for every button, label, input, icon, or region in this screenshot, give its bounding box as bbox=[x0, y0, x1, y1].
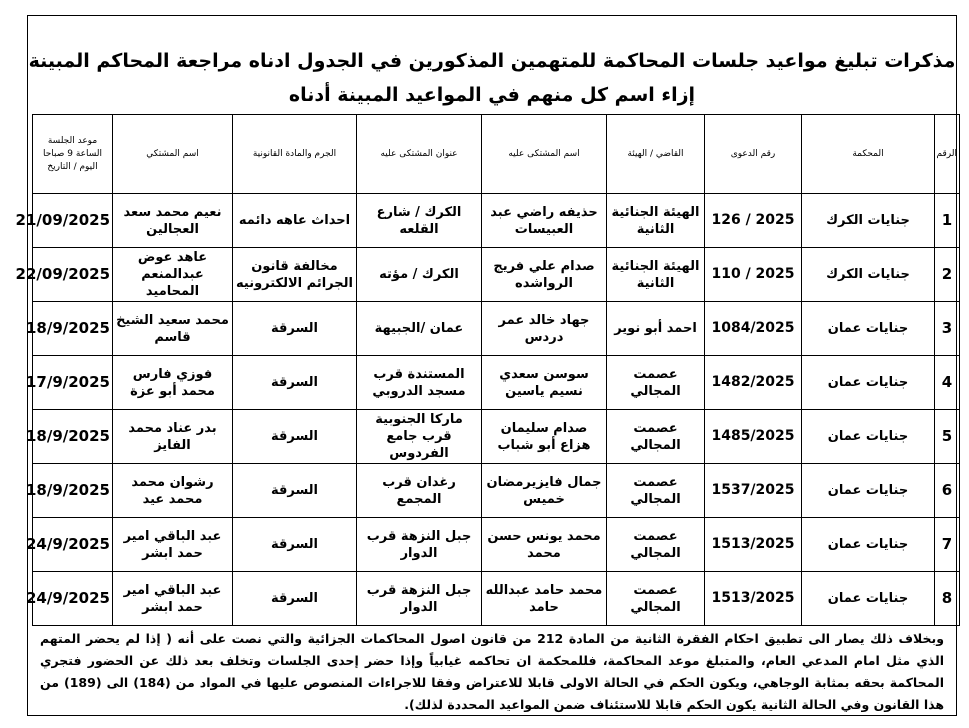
cell-charge: السرقة bbox=[233, 356, 357, 410]
cell-court: جنايات عمان bbox=[802, 518, 935, 572]
cell-court: جنايات الكرك bbox=[802, 248, 935, 302]
cell-complainant: عبد الباقي امير حمد ابشر bbox=[113, 572, 233, 626]
cell-case-no: 1482/2025 bbox=[705, 356, 802, 410]
cell-case-no: 110 / 2025 bbox=[705, 248, 802, 302]
document-frame bbox=[15, 15, 957, 716]
cell-charge: السرقة bbox=[233, 464, 357, 518]
table-row bbox=[33, 464, 960, 518]
cell-case-no: 126 / 2025 bbox=[705, 194, 802, 248]
cell-complainant: فوزي فارس محمد أبو عزة bbox=[113, 356, 233, 410]
cell-charge: احداث عاهه دائمه bbox=[233, 194, 357, 248]
cell-complainant: بدر عناد محمد الفايز bbox=[113, 410, 233, 464]
cell-date: 22/09/2025 bbox=[33, 248, 113, 302]
header-index: الرقم bbox=[935, 115, 960, 194]
legal-note: وبخلاف ذلك يصار الى تطبيق احكام الفقرة الثانية من المادة 212 من قانون اصول المحاكمات الجزائية والتي نصت على أنه ( إذا لم يحضر المتهم الذي مثل امام المدعي العام، والمتبلغ موعد المحاكمة، فللمحكمة ان تحاكمه غيابياً وإذا حضر إحدى الجلسات وتخلف بعد ذلك عن الحضور فتجري المحاكمة بحقه بمثابة الوجاهي، ويكون الحكم في الحالة الاولى قابلا للاعتراض وفقا للاجراءات المنصوص عليها في المواد من (184) الى (189) من هذا القانون وفي الحالة الثانية يكون الحكم قابلا للاستئناف ضمن المواعيد المحددة لذلك). bbox=[40, 631, 944, 712]
cell-judge: عصمت المجالي bbox=[607, 518, 705, 572]
cell-judge: عصمت المجالي bbox=[607, 464, 705, 518]
cell-complainant: عبد الباقي امير حمد ابشر bbox=[113, 518, 233, 572]
cell-court: جنايات عمان bbox=[802, 410, 935, 464]
header-complainant: اسم المشتكي bbox=[113, 115, 233, 194]
cell-address: الكرك / مؤته bbox=[357, 248, 482, 302]
table-body bbox=[15, 194, 960, 626]
cell-date: 21/09/2025 bbox=[33, 194, 113, 248]
header-charge: الجرم والمادة القانونية bbox=[233, 115, 357, 194]
cell-address: رغدان قرب المجمع bbox=[357, 464, 482, 518]
cell-address: عمان /الجبيهة bbox=[357, 302, 482, 356]
cell-court: جنايات عمان bbox=[802, 302, 935, 356]
cell-address: جبل النزهة قرب الدوار bbox=[357, 518, 482, 572]
cell-court: جنايات عمان bbox=[802, 356, 935, 410]
cell-complainant: عاهد عوض عبدالمنعم المحاميد bbox=[113, 248, 233, 302]
table-row bbox=[33, 302, 960, 356]
cell-charge: مخالفة قانون الجرائم الالكترونيه bbox=[233, 248, 357, 302]
cell-defendant: جهاد خالد عمر دردس bbox=[482, 302, 607, 356]
cell-case-no: 1513/2025 bbox=[705, 572, 802, 626]
table-row bbox=[33, 572, 960, 626]
cell-judge: الهيئة الجنائية الثانية bbox=[607, 194, 705, 248]
cell-court: جنايات الكرك bbox=[802, 194, 935, 248]
cell-case-no: 1084/2025 bbox=[705, 302, 802, 356]
cell-defendant: صدام علي فريج الرواشده bbox=[482, 248, 607, 302]
cell-index: 8 bbox=[935, 572, 960, 626]
cell-date: 24/9/2025 bbox=[33, 518, 113, 572]
header-date: موعد الجلسة الساعة 9 صباحا اليوم / التاريخ bbox=[33, 115, 113, 194]
cell-address: جبل النزهة قرب الدوار bbox=[357, 572, 482, 626]
sessions-table bbox=[15, 114, 960, 626]
cell-address: الكرك / شارع القلعه bbox=[357, 194, 482, 248]
cell-judge: عصمت المجالي bbox=[607, 410, 705, 464]
table-row bbox=[33, 194, 960, 248]
cell-case-no: 1513/2025 bbox=[705, 518, 802, 572]
cell-index: 4 bbox=[935, 356, 960, 410]
cell-complainant: رشوان محمد محمد عيد bbox=[113, 464, 233, 518]
cell-defendant: سوسن سعدي نسيم ياسين bbox=[482, 356, 607, 410]
cell-judge: عصمت المجالي bbox=[607, 356, 705, 410]
header-address: عنوان المشتكى عليه bbox=[357, 115, 482, 194]
cell-complainant: نعيم محمد سعد العجالين bbox=[113, 194, 233, 248]
table-row bbox=[33, 410, 960, 464]
table-row bbox=[33, 248, 960, 302]
cell-address: ماركا الجنوبية قرب جامع الفردوس bbox=[357, 410, 482, 464]
cell-address: المستندة قرب مسجد الدروبي bbox=[357, 356, 482, 410]
header-court: المحكمة bbox=[802, 115, 935, 194]
cell-index: 2 bbox=[935, 248, 960, 302]
header-judge: القاضي / الهيئة bbox=[607, 115, 705, 194]
cell-index: 6 bbox=[935, 464, 960, 518]
cell-charge: السرقة bbox=[233, 518, 357, 572]
cell-case-no: 1537/2025 bbox=[705, 464, 802, 518]
cell-index: 3 bbox=[935, 302, 960, 356]
cell-defendant: صدام سليمان هزاع أبو شباب bbox=[482, 410, 607, 464]
cell-charge: السرقة bbox=[233, 302, 357, 356]
cell-index: 5 bbox=[935, 410, 960, 464]
cell-date: 18/9/2025 bbox=[33, 302, 113, 356]
cell-complainant: محمد سعيد الشيخ قاسم bbox=[113, 302, 233, 356]
cell-judge: الهيئة الجنائية الثانية bbox=[607, 248, 705, 302]
table-row bbox=[33, 518, 960, 572]
cell-case-no: 1485/2025 bbox=[705, 410, 802, 464]
cell-court: جنايات عمان bbox=[802, 572, 935, 626]
header-defendant: اسم المشتكى عليه bbox=[482, 115, 607, 194]
cell-charge: السرقة bbox=[233, 572, 357, 626]
cell-court: جنايات عمان bbox=[802, 464, 935, 518]
cell-defendant: حذيفه راضي عبد العبيسات bbox=[482, 194, 607, 248]
cell-charge: السرقة bbox=[233, 410, 357, 464]
header-case-no: رقم الدعوى bbox=[705, 115, 802, 194]
cell-defendant: محمد يونس حسن محمد bbox=[482, 518, 607, 572]
header-row bbox=[33, 115, 960, 194]
cell-index: 1 bbox=[935, 194, 960, 248]
page-title: مذكرات تبليغ مواعيد جلسات المحاكمة للمتهمين المذكورين في الجدول ادناه مراجعة المحاكم المبينة إزاء اسم كل منهم في المواعيد المبينة أدناه bbox=[28, 50, 956, 106]
cell-date: 17/9/2025 bbox=[33, 356, 113, 410]
table-row bbox=[33, 356, 960, 410]
cell-judge: عصمت المجالي bbox=[607, 572, 705, 626]
cell-date: 24/9/2025 bbox=[33, 572, 113, 626]
cell-defendant: جمال فايزيرمضان خميس bbox=[482, 464, 607, 518]
cell-index: 7 bbox=[935, 518, 960, 572]
cell-judge: احمد أبو نوير bbox=[607, 302, 705, 356]
cell-defendant: محمد حامد عبدالله حامد bbox=[482, 572, 607, 626]
cell-date: 18/9/2025 bbox=[33, 464, 113, 518]
cell-date: 18/9/2025 bbox=[33, 410, 113, 464]
